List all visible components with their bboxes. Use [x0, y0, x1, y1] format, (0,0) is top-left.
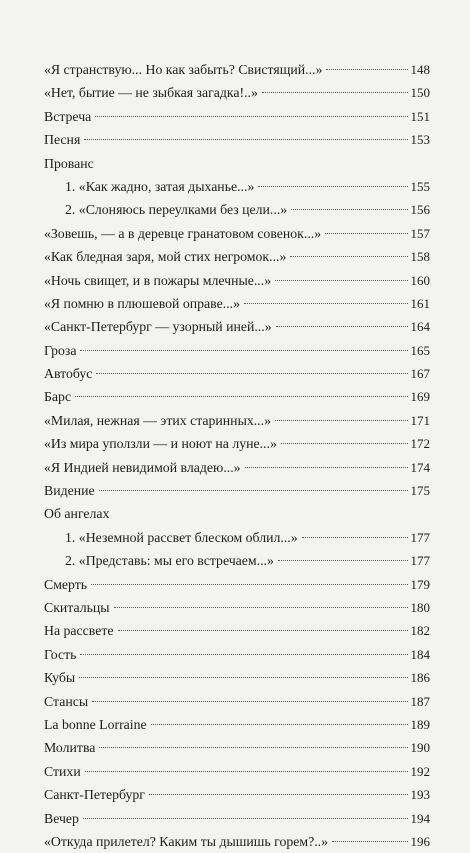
toc-entry-page: 165: [410, 342, 430, 358]
toc-entry-title: Кубы: [44, 670, 76, 686]
toc-entry-title: «Я Индией невидимой владею...»: [44, 459, 241, 475]
toc-entry-title: «Зовешь, — а в деревце гранатовом совенок...»: [44, 225, 322, 241]
toc-entry-title: «Я помню в плюшевой оправе...»: [44, 295, 240, 311]
dot-leader: [80, 350, 407, 351]
toc-entry-page: 186: [410, 670, 430, 686]
toc-entry: [44, 807, 430, 830]
toc-entry-page: 192: [410, 763, 430, 779]
toc-subentry: [44, 198, 430, 221]
toc-entry-page: 160: [410, 272, 430, 288]
toc-entry-page: 169: [410, 389, 430, 405]
toc-section-title: Об ангелах: [44, 506, 110, 522]
toc-entry-title: Скитальцы: [44, 599, 110, 615]
toc-entry-page: 164: [410, 319, 430, 335]
dot-leader: [149, 794, 408, 795]
toc-entry-page: 177: [410, 529, 430, 545]
toc-entry-page: 182: [410, 623, 430, 639]
toc-entry-title: Песня: [44, 132, 81, 148]
toc-entry: [44, 362, 430, 385]
toc-entry: [44, 292, 430, 315]
dot-leader: [114, 607, 408, 608]
toc-entry-title: Стихи: [44, 763, 81, 779]
toc-entry-page: 151: [410, 108, 430, 124]
dot-leader: [84, 139, 407, 140]
toc-entry-page: 167: [410, 366, 430, 382]
toc-entry-title: «Я странствую... Но как забыть? Свистящий...»: [44, 62, 323, 77]
toc-entry-page: 148: [410, 62, 430, 77]
dot-leader: [276, 326, 408, 327]
toc-entry: [44, 713, 430, 736]
toc-section-heading: [44, 502, 430, 525]
toc-entry: [44, 619, 430, 642]
toc-entry: [44, 690, 430, 713]
toc-entry-title: Смерть: [44, 576, 88, 592]
toc-entry: [44, 830, 430, 853]
dot-leader: [96, 373, 407, 374]
dot-leader: [92, 701, 407, 702]
toc-entry: [44, 666, 430, 689]
toc-entry-title: «Из мира уползли — и ноют на луне...»: [44, 436, 277, 452]
dot-leader: [281, 443, 408, 444]
toc-entry-page: 171: [410, 412, 430, 428]
toc-section-heading: [44, 152, 430, 175]
toc-subentry: [44, 526, 430, 549]
toc-entry: [44, 643, 430, 666]
toc-entry: [44, 479, 430, 502]
toc-entry-page: 150: [410, 85, 430, 101]
toc-entry: [44, 81, 430, 104]
dot-leader: [85, 771, 408, 772]
toc-entry-page: 161: [410, 295, 430, 311]
toc-entry-page: 193: [410, 787, 430, 803]
toc-section-title: Прованс: [44, 155, 94, 171]
toc-entry-page: 172: [410, 436, 430, 452]
toc-entry-page: 190: [410, 740, 430, 756]
toc-entry-page: 175: [410, 483, 430, 499]
dot-leader: [79, 677, 407, 678]
toc-entry-page: 187: [410, 693, 430, 709]
toc-entry: [44, 385, 430, 408]
toc-entry: [44, 128, 430, 151]
toc-entry: [44, 456, 430, 479]
dot-leader: [332, 841, 407, 842]
toc-entry: [44, 222, 430, 245]
dot-leader: [83, 818, 408, 819]
toc-entry-page: 158: [410, 249, 430, 265]
toc-entry-title: Встреча: [44, 108, 92, 124]
toc-entry-page: 194: [410, 810, 430, 826]
dot-leader: [290, 256, 407, 257]
toc-entry-title: Барс: [44, 389, 72, 405]
dot-leader: [99, 490, 408, 491]
toc-entry: [44, 315, 430, 338]
table-of-contents: [44, 58, 430, 853]
toc-entry-title: «Милая, нежная — этих старинных...»: [44, 412, 271, 428]
toc-entry: [44, 105, 430, 128]
toc-entry-title: Стансы: [44, 693, 89, 709]
toc-entry-page: 179: [410, 576, 430, 592]
toc-entry-title: Вечер: [44, 810, 79, 826]
toc-entry-page: 157: [410, 225, 430, 241]
toc-entry-title: «Нет, бытие — не зыбкая загадка!..»: [44, 85, 258, 101]
toc-entry-page: 196: [410, 833, 430, 849]
dot-leader: [258, 186, 407, 187]
toc-entry: [44, 269, 430, 292]
dot-leader: [75, 396, 407, 397]
toc-entry-page: 180: [410, 599, 430, 615]
toc-entry-page: 156: [410, 202, 430, 218]
toc-entry: [44, 573, 430, 596]
toc-entry-title: 1. «Неземной рассвет блеском облил...»: [65, 529, 298, 545]
toc-entry-title: Видение: [44, 483, 95, 499]
dot-leader: [326, 69, 407, 70]
toc-entry: [44, 245, 430, 268]
toc-entry-title: «Санкт-Петербург — узорный иней...»: [44, 319, 272, 335]
dot-leader: [80, 654, 407, 655]
dot-leader: [291, 209, 407, 210]
dot-leader: [278, 560, 408, 561]
toc-entry-title: «Откуда прилетел? Каким ты дышишь горем?..»: [44, 833, 329, 849]
toc-entry-title: 2. «Слоняюсь переулками без цели...»: [65, 202, 288, 218]
toc-entry: [44, 596, 430, 619]
dot-leader: [325, 233, 407, 234]
toc-entry-title: Гость: [44, 646, 77, 662]
dot-leader: [91, 584, 407, 585]
dot-leader: [151, 724, 408, 725]
dot-leader: [262, 92, 408, 93]
dot-leader: [275, 420, 408, 421]
toc-entry: [44, 736, 430, 759]
toc-entry-title: Молитва: [44, 740, 96, 756]
toc-entry-page: 155: [410, 178, 430, 194]
toc-entry-title: 2. «Представь: мы его встречаем...»: [65, 553, 274, 569]
dot-leader: [302, 537, 408, 538]
toc-entry-title: «Как бледная заря, мой стих негромок...»: [44, 249, 287, 265]
toc-entry-page: 189: [410, 716, 430, 732]
toc-entry-page: 153: [410, 132, 430, 148]
dot-leader: [244, 303, 408, 304]
toc-entry-title: La bonne Lorraine: [44, 716, 147, 732]
toc-entry: [44, 409, 430, 432]
dot-leader: [118, 630, 408, 631]
toc-entry-title: Гроза: [44, 342, 77, 358]
toc-entry-title: «Ночь свищет, и в пожары млечные...»: [44, 272, 272, 288]
toc-entry-page: 177: [410, 553, 430, 569]
toc-entry-title: На рассвете: [44, 623, 114, 639]
toc-entry: [44, 760, 430, 783]
toc-entry: [44, 58, 430, 81]
toc-subentry: [44, 175, 430, 198]
toc-entry-title: 1. «Как жадно, затая дыханье...»: [65, 178, 255, 194]
toc-entry-page: 184: [410, 646, 430, 662]
toc-entry-page: 174: [410, 459, 430, 475]
toc-entry: [44, 783, 430, 806]
toc-entry: [44, 339, 430, 362]
toc-subentry: [44, 549, 430, 572]
dot-leader: [95, 116, 407, 117]
toc-entry-title: Санкт-Петербург: [44, 787, 145, 803]
toc-entry: [44, 432, 430, 455]
toc-entry-title: Автобус: [44, 366, 93, 382]
dot-leader: [275, 280, 407, 281]
dot-leader: [245, 467, 408, 468]
dot-leader: [99, 747, 407, 748]
